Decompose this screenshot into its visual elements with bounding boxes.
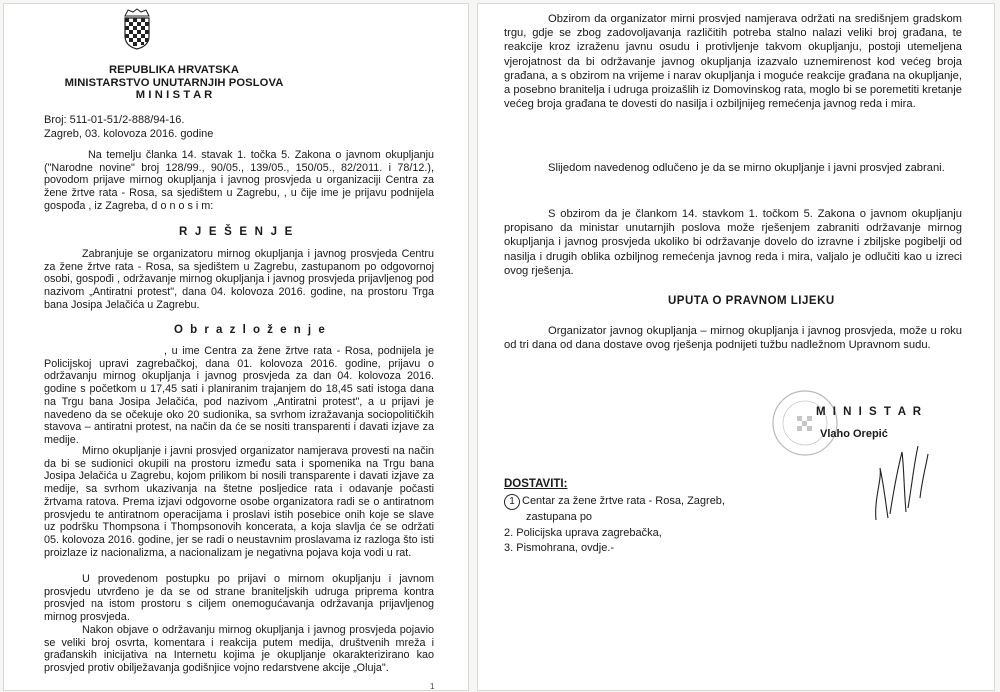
list-item <box>504 494 725 510</box>
coat-of-arms-icon <box>120 6 154 50</box>
document-page-right <box>478 4 994 690</box>
intro-paragraph: Na temelju članka 14. stavak 1. točka 5. Zakona o javnom okupljanju ("Narodne novine" broj 128/99., 90/05., 139/05., 150/05., 82/2011. i 78/12.), povodom prijave mirnog okupljanja i javnog prosvjeda u organizaciji Centra za žene žrtve rata - Rosa, sa sjedištem u Zagrebu, , u čije ime je prijavu podnijela gospođa , iz Zagreba, d o n o s i m: <box>44 149 434 212</box>
obrazlozenje-paragraph-1: , u ime Centra za žene žrtve rata - Rosa, podnijela je Policijskoj upravi zagrebačkoj, dana 01. kolovoza 2016. godine, prijavu o održavanju mirnog okupljanja i javnog prosvjeda za dan 04. kolovoza 2016. godine s početkom u 17,45 sati i planiranim trajanjem do 18,45 sati istoga dana na Trgu bana Josipa Jelačića, pod nazivom „Antiratni protest", a u prijavi je navedeno da se očekuje oko 20 sudionika, sa svrhom izražavanja sociopolitičkih stavova – antiratni protest, na način da će se nositi transparenti i davati izjave za medije. <box>44 345 434 446</box>
distribution-item-2: 2. Policijska uprava zagrebačka, <box>504 526 662 539</box>
obrazlozenje-paragraph-4: Nakon objave o održavanju mirnog okupljanja i javnog prosvjeda pojavio se veliki broj osvrta, komentara i reakcija putem medija, društvenih mreža i građanskih inicijativa na Internetu kojima je okupljanje okarakterizirano kao prosvjed protiv obilježavanja godišnjice vojno redarstvene akcije „Oluja". <box>44 624 434 675</box>
ministry-header <box>44 64 304 102</box>
header-line-minister: M I N I S T A R <box>135 89 213 102</box>
page-mark: 1 <box>430 682 435 690</box>
rjesenje-heading: R J E Š E N J E <box>179 226 295 238</box>
obrazlozenje-paragraph-3: U provedenom postupku po prijavi o mirnom okupljanju i javnom prosvjedu utvrđeno je da se od strane braniteljskih udruga priprema kontra prosvjed na istom prostoru s ciljem onemogućavanja održavanja prijavljenog mirnog prosvjeda. <box>44 573 434 624</box>
uputa-heading: UPUTA O PRAVNOM LIJEKU <box>668 295 835 307</box>
distribution-list <box>504 494 725 557</box>
obrazlozenje-heading: O b r a z l o ž e n j e <box>174 324 327 336</box>
header-line-ministry: MINISTARSTVO UNUTARNJIH POSLOVA <box>64 76 284 89</box>
distribution-item-1: Centar za žene žrtve rata - Rosa, Zagreb, <box>522 495 725 507</box>
right-paragraph-2: Slijedom navedenog odlučeno je da se mirno okupljanje i javni prosvjed zabrani. <box>548 162 945 174</box>
dostaviti-heading: DOSTAVITI: <box>504 478 568 490</box>
rjesenje-paragraph: Zabranjuje se organizatoru mirnog okupljanja i javnog prosvjeda Centru za žene žrtve rata - Rosa, sa sjedištem u Zagrebu, zastupanom po odgovornoj osobi, gospođi , održavanje mirnog okupljanja i javnog prosvjeda prijavljenog pod nazivom „Antiratni protest", dana 04. kolovoza 2016. godine, na prostoru Trga bana Josipa Jelačića u Zagrebu. <box>44 248 434 311</box>
uputa-paragraph: Organizator javnog okupljanja – mirnog okupljanja i javnog prosvjeda, može u roku od tri dana od dana dostave ovog rješenja podnijeti tužbu nadležnom Upravnom sudu. <box>504 325 962 352</box>
official-stamp <box>770 388 840 458</box>
distribution-item-3: 3. Pismohrana, ovdje.- <box>504 542 615 554</box>
right-paragraph-1: Obzirom da organizator mirni prosvjed namjerava održati na središnjem gradskom trgu, gdje se zbog zadovoljavanja različitih potreba stalno nalazi veliki broj građana, te reakcije kroz izraženu javnu osudu i protivljenje takvom okupljanju, postoji utemeljena vjerojatnost da bi održavanje javnog okupljanja izazvalo uznemirenost kod većeg broja građana, a s obzirom na vrijeme i narav okupljanja i moguće reakcije građana na okupljanje, a posebno branitelja i udruga proizašlih iz Domovinskog rata, moglo bi se poremetiti kretanje većeg broja građana te dovesti do nasilja i ozbiljnijeg remećenja javnog reda i mira. <box>504 13 962 111</box>
document-number: Broj: 511-01-51/2-888/94-16. <box>44 114 185 126</box>
distribution-item-1b: zastupana po <box>526 511 593 523</box>
document-page-left <box>4 4 468 690</box>
right-paragraph-3: S obzirom da je člankom 14. stavkom 1. točkom 5. Zakona o javnom okupljanju propisano da ministar unutarnjih poslova može rješenjem zabraniti održavanje mirnog okupljanja i javnog prosvjeda ukoliko bi održavanje dovelo do izravne i zbiljske pogibelji od nasilja i drugih oblika ozbiljnog remećenja javnog reda i mira, valjalo je odlučiti kao u izreci ovog rješenja. <box>504 208 962 277</box>
signature-title: M I N I S T A R <box>816 406 924 418</box>
signature-name: Vlaho Orepić <box>820 428 888 440</box>
document-place-date: Zagreb, 03. kolovoza 2016. godine <box>44 128 214 140</box>
header-line-republic: REPUBLIKA HRVATSKA <box>108 64 240 76</box>
obrazlozenje-paragraph-2: Mirno okupljanje i javni prosvjed organizator namjerava provesti na način da bi se sudionici okupili na prostoru između sata i spomenika na Trgu bana Josipa Jelačića u Zagrebu, kojom prilikom bi nosili transparente i davati izjave za medije, sa svrhom ukazivanja na štetne posljedice rata i odavanje počasti žrtvama ratova. Prema izjavi odgovorne osobe organizatora radi se o antiratnom prosvjedu te antiratnom operacijama i proslavi istih posebice onih koje se slave uz podršku Thompsona i Thompsonovih koncerata, a koja slavlja će se održati 05. kolovoza 2016. godine, jer se radi o neustavnim proslavama iz razloga što isti proizlaze iz nacionalizma, a nacionalizam je negativna pojava koja vodi u rat. <box>44 445 434 559</box>
circled-number: 1 <box>504 494 520 510</box>
handwritten-signature <box>868 428 938 528</box>
